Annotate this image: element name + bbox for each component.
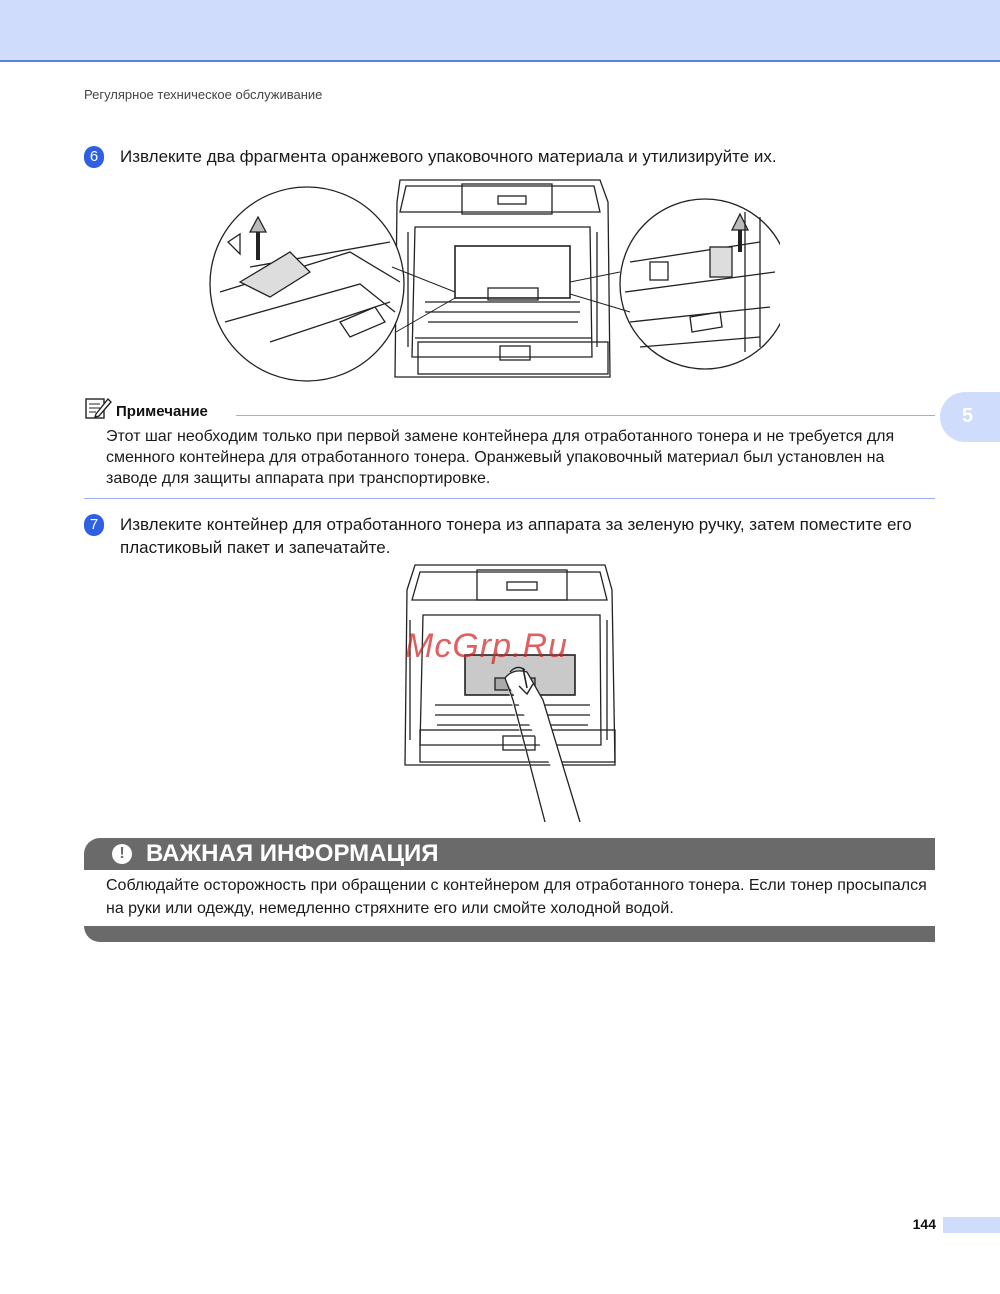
step-number-badge: 7 (84, 514, 104, 536)
step-7 (84, 513, 944, 563)
chapter-number: 5 (962, 405, 974, 427)
watermark-text: McGrp.Ru (405, 627, 568, 665)
header-band (0, 0, 1000, 62)
chapter-tab[interactable] (940, 392, 1000, 442)
important-title: ВАЖНАЯ ИНФОРМАЦИЯ (146, 840, 439, 867)
running-title: Регулярное техническое обслуживание (84, 87, 323, 102)
step-6 (84, 145, 944, 175)
note-text: Этот шаг необходим только при первой замене контейнера для отработанного тонера и не требуется для сменного контейнера для отработанного тонера. Оранжевый упаковочный материал был установлен на заводе для защиты аппарата при транспортировке. (106, 428, 895, 487)
note-title: Примечание (116, 403, 208, 420)
important-banner (84, 838, 935, 870)
printer-illustration-packing-removal (200, 172, 780, 397)
important-banner-bottom (84, 926, 935, 942)
note-divider-bottom (84, 498, 935, 499)
printer-illustration-toner-box-removal (395, 560, 625, 825)
step-text: Извлеките два фрагмента оранжевого упаковочного материала и утилизируйте их. (120, 147, 777, 166)
exclamation-icon: ! (112, 844, 132, 864)
important-text: Соблюдайте осторожность при обращении с контейнером для отработанного тонера. Если тонер просыпался на руки или одежду, немедленно стряхните его или смойте холодной водой. (106, 877, 927, 917)
page-number: 144 (912, 1216, 936, 1232)
note-pencil-icon (84, 396, 112, 420)
step-number-badge: 6 (84, 146, 104, 168)
step-text: Извлеките контейнер для отработанного тонера из аппарата за зеленую ручку, затем поместите его пластиковый пакет и запечатайте. (120, 515, 912, 557)
page-tab (943, 1217, 1000, 1233)
note-divider (236, 415, 935, 416)
